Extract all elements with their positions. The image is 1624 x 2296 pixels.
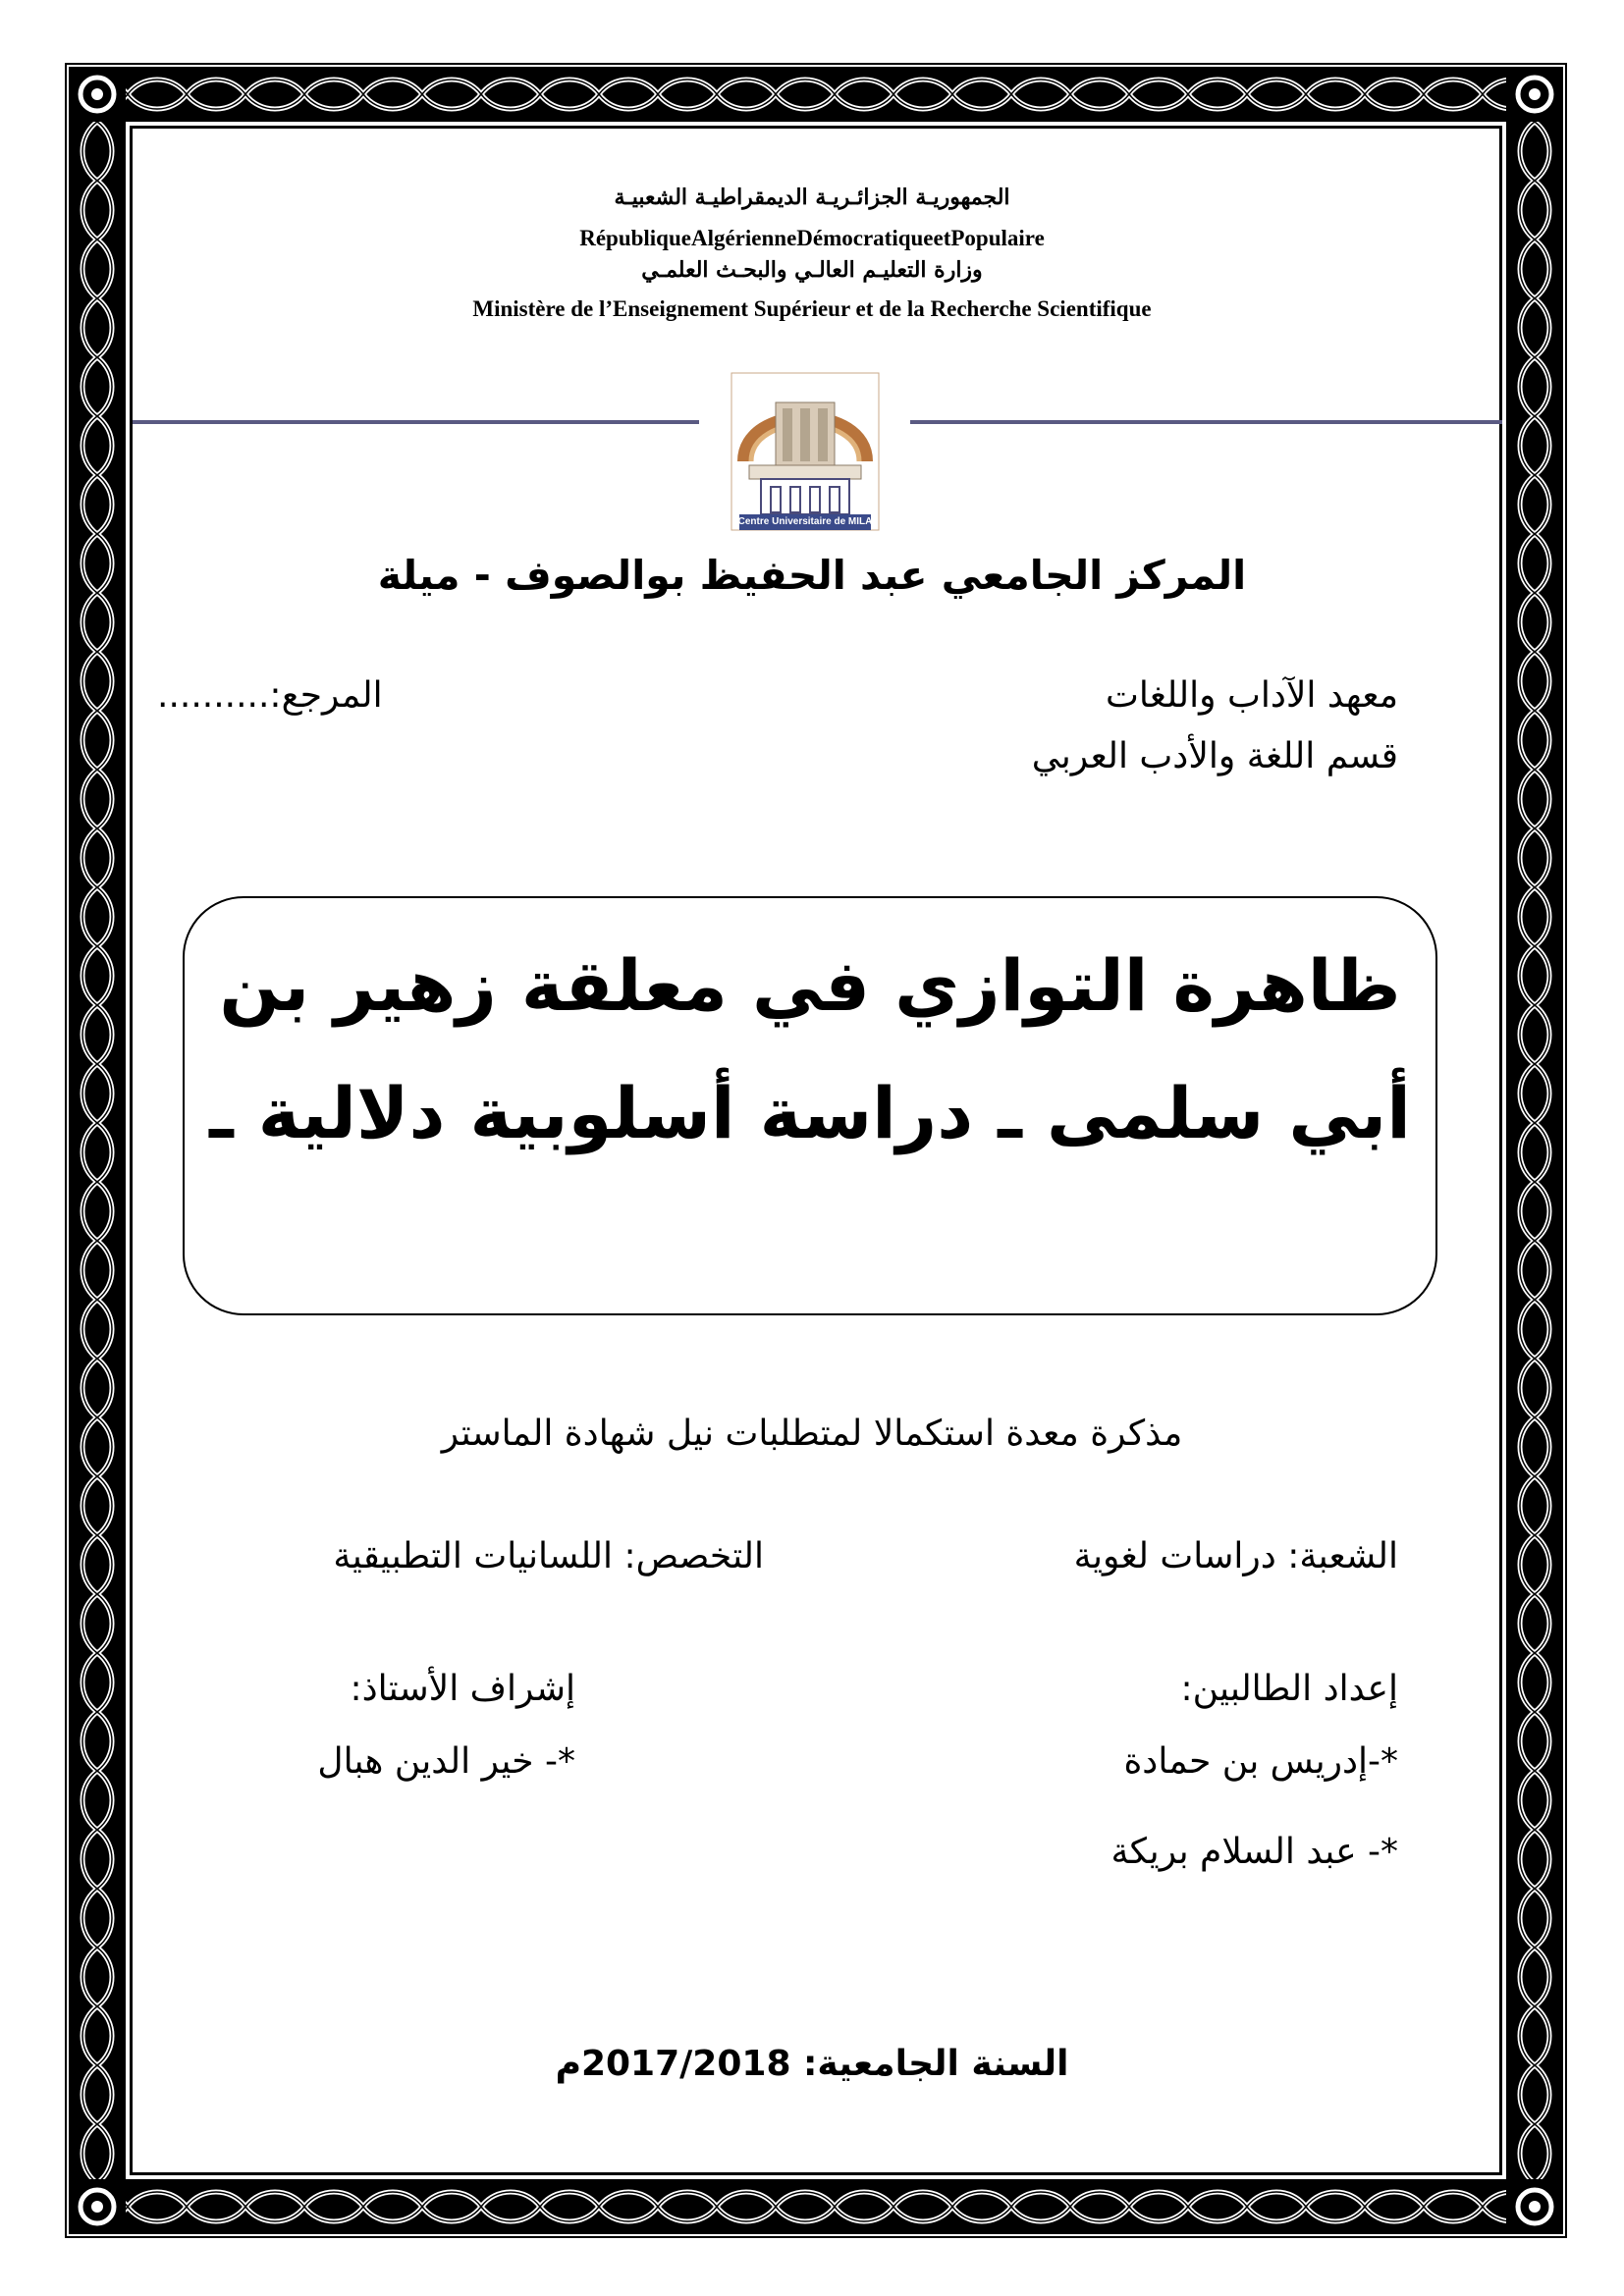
logo-caption: Centre Universitaire de MILA (737, 516, 873, 527)
institute-name: معهد الآداب واللغات (1106, 675, 1398, 716)
header-rule-right (910, 420, 1502, 424)
university-name: المركز الجامعي عبد الحفيظ بوالصوف - ميلة (377, 552, 1247, 599)
ministry-name-french: Ministère de l’Enseignement Supérieur et de la Recherche Scientifique (472, 296, 1152, 321)
supervisor-name: *- خير الدين هبال (317, 1741, 575, 1782)
corner-ornament-top-right (1506, 67, 1563, 122)
academic-year: السنة الجامعية: 2017/2018م (555, 2044, 1069, 2084)
ministry-name-arabic: وزارة التعليـم العالـي والبحـث العلمـي (641, 257, 983, 283)
border-band-right (1506, 122, 1563, 2179)
border-band-left (69, 122, 126, 2179)
thesis-title-line-1: ظاهرة التوازي في معلقة زهير بن (219, 944, 1401, 1027)
thesis-purpose-note: مذكرة معدة استكمالا لمتطلبات نيل شهادة الماستر (441, 1414, 1183, 1454)
supervision-label: إشراف الأستاذ: (350, 1669, 575, 1709)
corner-ornament-bottom-left (69, 2179, 126, 2234)
corner-ornament-top-left (69, 67, 126, 122)
branch-field: الشعبة: دراسات لغوية (1073, 1536, 1398, 1576)
reference-field: المرجع:.......... (157, 675, 383, 716)
prepared-by-label: إعداد الطالبين: (1180, 1669, 1398, 1709)
header-rule-left (133, 420, 699, 424)
republic-name-french: RépubliqueAlgérienneDémocratiqueetPopulaire (579, 226, 1045, 250)
republic-name-arabic: الجمهوريـة الجزائـريـة الديمقراطيـة الشعبيـة (614, 185, 1010, 210)
student-name-1: *-إدريس بن حمادة (1123, 1741, 1398, 1782)
specialty-field: التخصص: اللسانيات التطبيقية (333, 1536, 764, 1576)
thesis-title-line-2: أبي سلمى ـ دراسة أسلوبية دلالية ـ (209, 1072, 1411, 1154)
student-name-2: *- عبد السلام بريكة (1110, 1832, 1398, 1872)
university-building-logo (722, 363, 889, 540)
corner-ornament-bottom-right (1506, 2179, 1563, 2234)
border-band-bottom (69, 2179, 1563, 2234)
department-name: قسم اللغة والأدب العربي (1031, 736, 1398, 776)
border-band-top (69, 67, 1563, 122)
